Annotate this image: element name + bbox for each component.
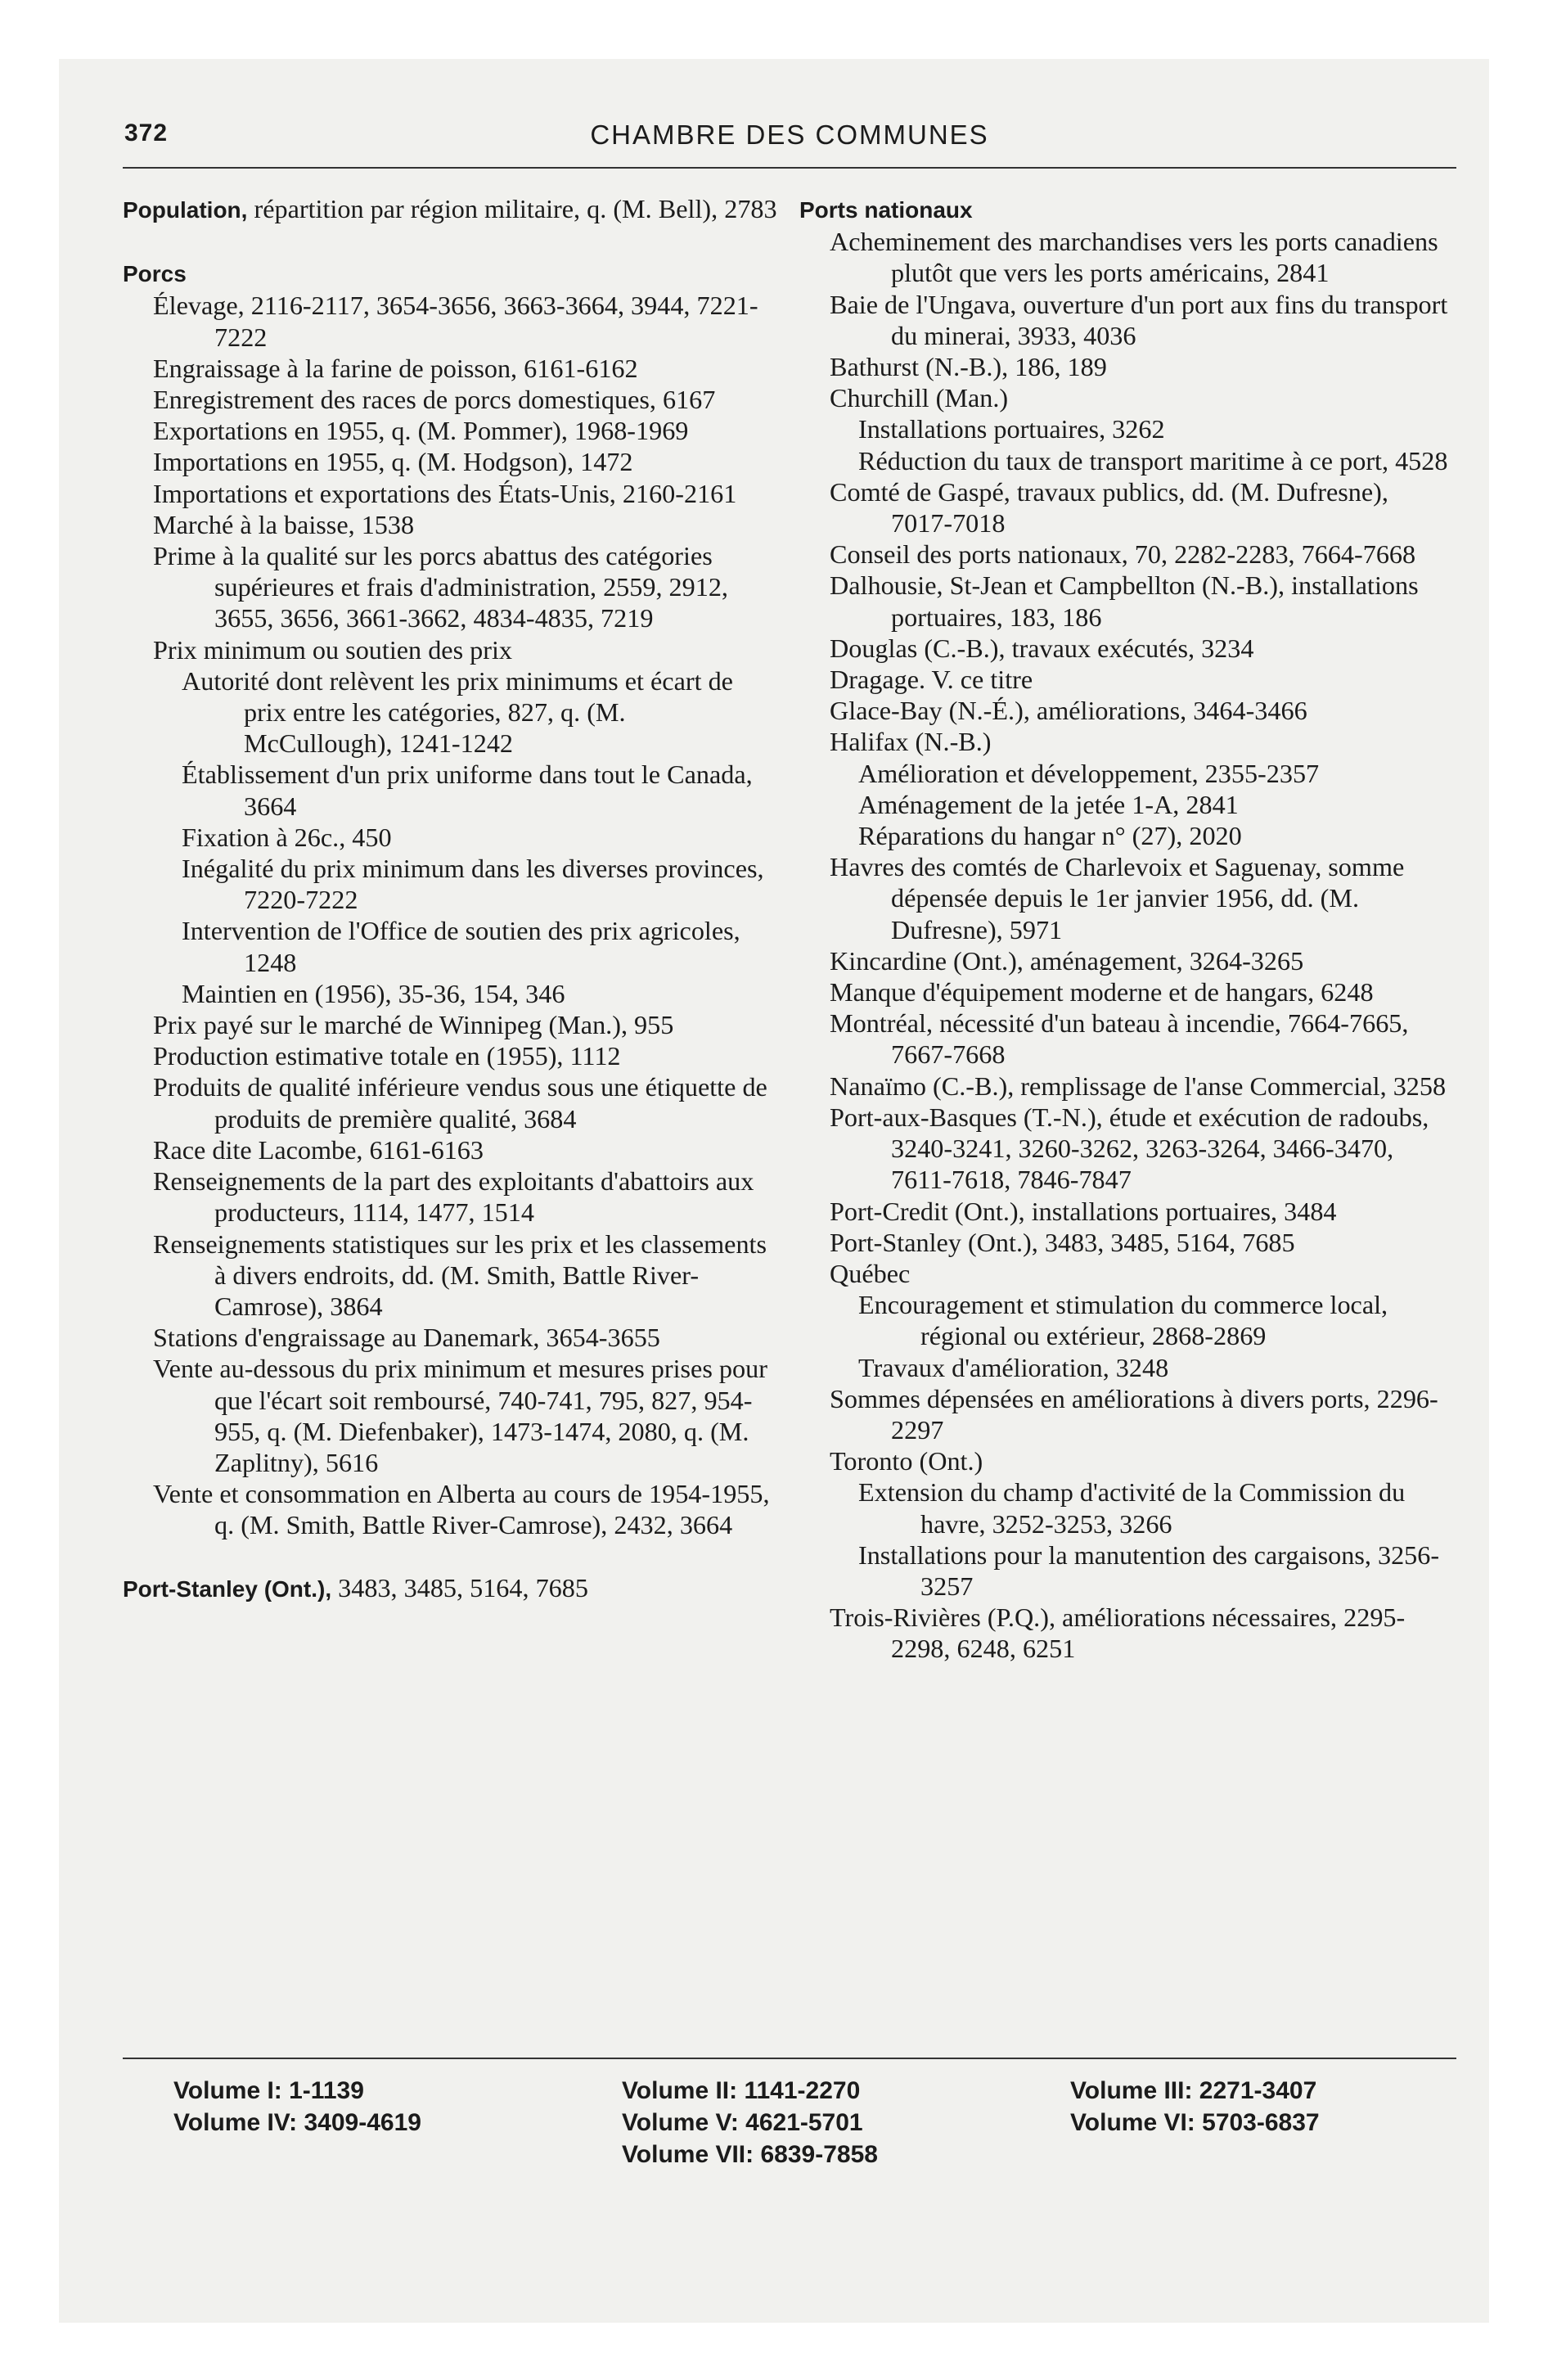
- index-entry-text: Engraissage à la farine de poisson, 6161-6162: [153, 353, 638, 383]
- index-entry: [799, 570, 1454, 632]
- index-entry: [123, 478, 777, 509]
- index-entry: [123, 1572, 777, 1605]
- index-entry: [799, 226, 1454, 288]
- index-entry-text: Renseignements statistiques sur les prix et les classements à divers endroits, dd. (M. Smith, Battle River-Camrose), 3864: [153, 1228, 767, 1321]
- index-entry: [799, 1102, 1454, 1196]
- index-entry: [123, 446, 777, 477]
- index-entry-text: Élevage, 2116-2117, 3654-3656, 3663-3664, 3944, 7221-7222: [153, 291, 758, 352]
- index-entry: [123, 1134, 777, 1165]
- volume-range: Volume III: 2271-3407: [1070, 2077, 1317, 2104]
- index-entry: [799, 1445, 1454, 1476]
- index-entry-text: Installations pour la manutention des cargaisons, 3256-3257: [858, 1539, 1440, 1601]
- index-entry-text: Acheminement des marchandises vers les ports canadiens plutôt que vers les ports américains, 2841: [830, 227, 1438, 288]
- index-entry: [799, 976, 1454, 1007]
- index-entry-text: Renseignements de la part des exploitants d'abattoirs aux producteurs, 1114, 1477, 1514: [153, 1166, 754, 1228]
- volume-list-2: [622, 2075, 878, 2170]
- volume-list-3: [1070, 2075, 1320, 2139]
- index-entry-text: Production estimative totale en (1955), 1112: [153, 1041, 621, 1071]
- index-entry: [799, 1071, 1454, 1102]
- index-entry: [799, 413, 1454, 444]
- index-entry: [799, 351, 1454, 382]
- index-entry-text: Produits de qualité inférieure vendus sous une étiquette de produits de première qualité, 3684: [153, 1072, 767, 1134]
- index-entry-text: Dragage. V. ce titre: [830, 665, 1033, 695]
- index-entry: [123, 822, 777, 853]
- index-entry: [799, 1289, 1454, 1351]
- running-head: CHAMBRE DES COMMUNES: [590, 119, 989, 150]
- index-entry: [123, 634, 777, 665]
- index-entry: [123, 415, 777, 446]
- index-entry-text: Dalhousie, St-Jean et Campbellton (N.-B.), installations portuaires, 183, 186: [830, 570, 1419, 632]
- index-entry-text: Prime à la qualité sur les porcs abattus des catégories supérieures et frais d'administration, 2559, 2912, 3655, 3656, 3661-3662, 4834-4835, 7219: [153, 541, 728, 633]
- volume-range: Volume V: 4621-5701: [622, 2109, 863, 2136]
- index-entry-text: Havres des comtés de Charlevoix et Saguenay, somme dépensée depuis le 1er janvier 1956, dd. (M. Dufresne), 5971: [830, 852, 1405, 944]
- index-entry-text: Québec: [830, 1258, 911, 1288]
- index-entry-text: Churchill (Man.): [830, 383, 1009, 413]
- index-entry-text: Glace-Bay (N.-É.), améliorations, 3464-3466: [830, 696, 1307, 726]
- index-entry: [799, 1539, 1454, 1602]
- index-entry-text: Importations en 1955, q. (M. Hodgson), 1472: [153, 447, 633, 477]
- index-entry: [799, 695, 1454, 726]
- index-entry-text: répartition par région militaire, q. (M. Bell), 2783: [247, 194, 777, 223]
- index-entry: [123, 353, 777, 384]
- index-entry: [799, 758, 1454, 789]
- index-entry: [123, 193, 777, 226]
- index-entry-text: Autorité dont relèvent les prix minimums et écart de prix entre les catégories, 827, q. (M. McCullough), 1241-1242: [182, 665, 733, 759]
- index-entry: [799, 193, 1454, 226]
- index-entry-text: Établissement d'un prix uniforme dans tout le Canada, 3664: [182, 760, 753, 821]
- index-entry-text: Exportations en 1955, q. (M. Pommer), 1968-1969: [153, 416, 689, 446]
- volume-range: Volume IV: 3409-4619: [173, 2109, 421, 2136]
- index-entry-text: Port-aux-Basques (T.-N.), étude et exécution de radoubs, 3240-3241, 3260-3262, 3263-3264, 3466-3470, 7611-7618, 7846-7847: [830, 1102, 1429, 1195]
- volume-range: Volume VI: 5703-6837: [1070, 2109, 1320, 2136]
- index-entry: [799, 289, 1454, 351]
- index-entry: [799, 382, 1454, 413]
- index-entry-text: Port-Credit (Ont.), installations portuaires, 3484: [830, 1196, 1337, 1226]
- index-entry-text: Réparations du hangar n° (27), 2020: [858, 821, 1242, 851]
- index-entry-text: Kincardine (Ont.), aménagement, 3264-3265: [830, 945, 1304, 976]
- index-entry-text: 3483, 3485, 5164, 7685: [331, 1572, 588, 1602]
- index-entry: [799, 664, 1454, 695]
- index-entry: [799, 1258, 1454, 1289]
- index-entry-text: Baie de l'Ungava, ouverture d'un port aux fins du transport du minerai, 3933, 4036: [830, 289, 1448, 350]
- index-entry: [799, 1383, 1454, 1445]
- index-entry-text: Installations portuaires, 3262: [858, 414, 1165, 444]
- index-entry-text: Intervention de l'Office de soutien des prix agricoles, 1248: [182, 916, 740, 977]
- index-entry: [123, 384, 777, 415]
- index-entry: [123, 509, 777, 540]
- index-entry: [123, 1165, 777, 1228]
- index-entry-text: Sommes dépensées en améliorations à divers ports, 2296-2297: [830, 1383, 1438, 1445]
- index-entry-text: Encouragement et stimulation du commerce local, régional ou extérieur, 2868-2869: [858, 1290, 1388, 1351]
- index-entry: [799, 1007, 1454, 1070]
- index-entry-text: Manque d'équipement moderne et de hangars, 6248: [830, 977, 1374, 1007]
- index-entry: [799, 789, 1454, 820]
- index-entry: [123, 1353, 777, 1478]
- index-entry: [799, 1352, 1454, 1383]
- index-entry: [123, 1040, 777, 1071]
- index-column-left: [123, 193, 777, 1605]
- index-entry-text: Prix payé sur le marché de Winnipeg (Man.), 955: [153, 1010, 674, 1040]
- index-entry: [123, 1322, 777, 1353]
- index-entry: [123, 540, 777, 634]
- index-heading: Port-Stanley (Ont.),: [123, 1575, 332, 1602]
- index-entry-text: Port-Stanley (Ont.), 3483, 3485, 5164, 7685: [830, 1227, 1295, 1257]
- index-column-right: [799, 193, 1454, 1665]
- index-entry: [123, 759, 777, 821]
- index-entry: [123, 1228, 777, 1323]
- index-entry-text: Race dite Lacombe, 6161-6163: [153, 1134, 484, 1165]
- index-entry-text: Travaux d'amélioration, 3248: [858, 1352, 1169, 1382]
- index-entry-text: Comté de Gaspé, travaux publics, dd. (M. Dufresne), 7017-7018: [830, 476, 1388, 539]
- index-entry-text: Halifax (N.-B.): [830, 727, 992, 757]
- volume-range: Volume I: 1-1139: [173, 2077, 364, 2104]
- index-entry-text: Montréal, nécessité d'un bateau à incendie, 7664-7665, 7667-7668: [830, 1008, 1409, 1070]
- page-header: [123, 119, 1456, 165]
- index-entry-text: Fixation à 26c., 450: [182, 822, 392, 852]
- index-entry-text: Vente au-dessous du prix minimum et mesures prises pour que l'écart soit remboursé, 740-741, 795, 827, 954-955, q. (M. Diefenbaker), 1473-1474, 2080, q. (M. Zaplitny), 5616: [153, 1354, 767, 1477]
- volume-range: Volume II: 1141-2270: [622, 2077, 861, 2104]
- index-entry: [799, 633, 1454, 664]
- index-entry: [799, 820, 1454, 851]
- index-entry-text: Maintien en (1956), 35-36, 154, 346: [182, 978, 565, 1008]
- index-entry: [799, 726, 1454, 757]
- header-divider: [123, 167, 1456, 169]
- index-heading: Population,: [123, 197, 248, 223]
- footer-divider: [123, 2058, 1456, 2059]
- index-entry-text: Amélioration et développement, 2355-2357: [858, 758, 1320, 788]
- volume-list-1: [173, 2075, 421, 2139]
- page-number: 372: [124, 119, 169, 146]
- index-entry-text: Marché à la baisse, 1538: [153, 509, 415, 539]
- index-entry: [799, 445, 1454, 476]
- volume-range: Volume VII: 6839-7858: [622, 2141, 878, 2168]
- index-entry-text: Extension du champ d'activité de la Commission du havre, 3252-3253, 3266: [858, 1477, 1406, 1539]
- index-entry-text: Prix minimum ou soutien des prix: [153, 634, 512, 665]
- index-entry-text: Aménagement de la jetée 1-A, 2841: [858, 789, 1239, 819]
- index-entry-text: Enregistrement des races de porcs domestiques, 6167: [153, 385, 716, 415]
- index-entry-text: Inégalité du prix minimum dans les diverses provinces, 7220-7222: [182, 854, 764, 915]
- index-entry: [123, 257, 777, 290]
- index-entry-text: Douglas (C.-B.), travaux exécutés, 3234: [830, 633, 1254, 663]
- index-entry: [123, 1478, 777, 1540]
- index-heading: Porcs: [123, 261, 187, 287]
- index-entry-text: Réduction du taux de transport maritime à ce port, 4528: [858, 445, 1448, 476]
- index-entry: [123, 665, 777, 760]
- index-entry: [799, 476, 1454, 539]
- index-entry: [123, 1071, 777, 1134]
- index-entry: [799, 539, 1454, 570]
- index-entry: [799, 1196, 1454, 1227]
- index-entry-text: Bathurst (N.-B.), 186, 189: [830, 352, 1107, 382]
- index-heading: Ports nationaux: [799, 197, 973, 223]
- index-entry: [799, 1476, 1454, 1539]
- index-entry: [123, 915, 777, 977]
- index-entry: [123, 978, 777, 1009]
- index-entry: [799, 1227, 1454, 1258]
- index-entry: [799, 851, 1454, 945]
- index-entry-text: Nanaïmo (C.-B.), remplissage de l'anse Commercial, 3258: [830, 1071, 1447, 1101]
- index-entry: [123, 853, 777, 915]
- index-entry-text: Trois-Rivières (P.Q.), améliorations nécessaires, 2295-2298, 6248, 6251: [830, 1602, 1406, 1664]
- index-entry: [799, 1602, 1454, 1664]
- index-entry-text: Vente et consommation en Alberta au cours de 1954-1955, q. (M. Smith, Battle River-Camrose), 2432, 3664: [153, 1479, 770, 1540]
- index-entry: [123, 290, 777, 352]
- index-entry-text: Importations et exportations des États-Unis, 2160-2161: [153, 478, 737, 508]
- index-entry: [123, 1009, 777, 1040]
- index-entry: [799, 945, 1454, 976]
- index-entry-text: Toronto (Ont.): [830, 1446, 983, 1476]
- index-entry-text: Stations d'engraissage au Danemark, 3654-3655: [153, 1323, 660, 1353]
- index-entry-text: Conseil des ports nationaux, 70, 2282-2283, 7664-7668: [830, 539, 1416, 570]
